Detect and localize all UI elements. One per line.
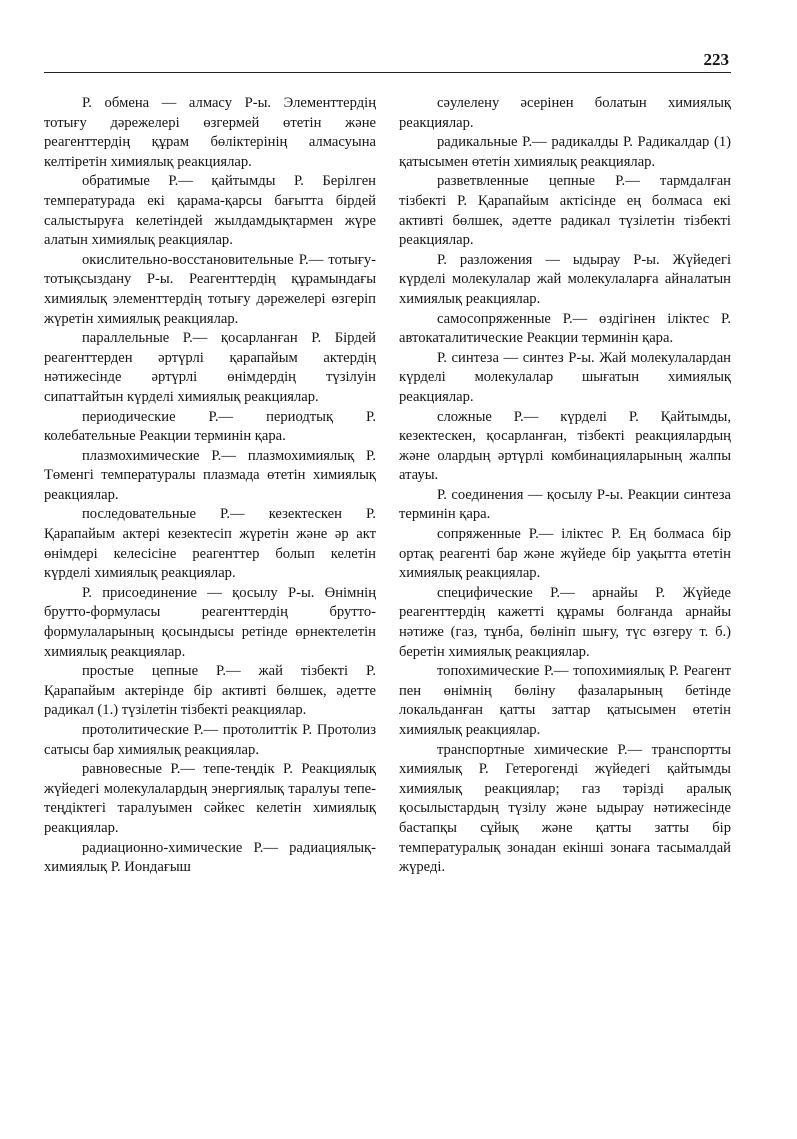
dictionary-entry: периодические Р.— периодтық Р. колебательные Реакции терминін қара. <box>44 408 376 445</box>
dictionary-entry: простые цепные Р.— жай тізбекті Р. Қарапайым актерінде бір активті бөлшек, әдетте радикал (1.) түзілетін тізбекті реакциялар. <box>44 663 376 719</box>
dictionary-entry: параллельные Р.— қосарланған Р. Бірдей реагенттерден әртүрлі қарапайым актердің нәтижесінде әртүрлі өнімдердің түзілуін сипаттайтын күрделі химиялық реакциялар. <box>44 330 376 405</box>
header-rule <box>44 72 731 73</box>
dictionary-entry: обратимые Р.— қайтымды Р. Берілген температурада екі қарама-қарсы бағытта бірдей салыстыруға келетіндей жылдамдықтармен жүре алатын химиялық реакциялар. <box>44 173 376 249</box>
text-columns <box>44 94 733 1094</box>
dictionary-entry: равновесные Р.— тепе-теңдік Р. Реакциялық жүйедегі молекулалардың энергиялық таралуы тепе-теңдіктегі таралуымен сәйкес келетін химиялық реакциялар. <box>44 761 376 836</box>
page-number: 223 <box>703 50 729 69</box>
dictionary-entry: Р. соединения — қосылу Р-ы. Реакции синтеза терминін қара. <box>399 486 731 523</box>
dictionary-entry: Р. разложения — ыдырау Р-ы. Жүйедегі күрделі молекулалар жай молекулаларға айналатын химиялық реакциялар. <box>399 251 731 307</box>
dictionary-entry: окислительно-восстановительные Р.— тотығу-тотықсыздану Р-ы. Реагенттердің құрамындағы химиялық элементтердің тотығу дәрежелері өзгеріп жүретін химиялық реакциялар. <box>44 251 376 327</box>
dictionary-entry: сопряженные Р.— іліктес Р. Ең болмаса бір ортақ реагенті бар және жүйеде бір уақытта өтетін химиялық реакциялар. <box>399 526 731 582</box>
left-column <box>44 94 376 878</box>
dictionary-entry: Р. присоединение — қосылу Р-ы. Өнімнің брутто-формуласы реагенттердің брутто-формулаларының қосындысы ретінде өрнектелетін химиялық реакциялар. <box>44 584 376 660</box>
dictionary-entry: сәулелену әсерінен болатын химиялық реакциялар. <box>399 95 731 131</box>
dictionary-entry: последовательные Р.— кезектескен Р. Қарапайым актері кезектесіп жүретін және әр акт өнімдері келесісіне реагенттер болып келетін күрделі химиялық реакциялар. <box>44 506 376 582</box>
dictionary-entry: радиационно-химические Р.— радиациялық-химиялық Р. Иондағыш <box>44 839 376 876</box>
dictionary-entry: протолитические Р.— протолиттік Р. Протолиз сатысы бар химиялық реакциялар. <box>44 722 376 758</box>
dictionary-entry: радикальные Р.— радикалды Р. Радикалдар (1) қатысымен өтетін химиялық реакциялар. <box>399 134 731 170</box>
dictionary-entry: плазмохимические Р.— плазмохимиялық Р. Төменгі температуралы плазмада өтетін химиялық реакциялар. <box>44 447 376 503</box>
right-column <box>399 94 731 878</box>
dictionary-entry: Р. обмена — алмасу Р-ы. Элементтердің тотығу дәрежелері өзгермей өтетін және реагенттердің құрам бөліктерінің алмасуына келтіретін химиялық реакциялар. <box>44 95 376 170</box>
dictionary-entry: сложные Р.— күрделі Р. Қайтымды, кезектескен, қосарланған, тізбекті реакциялардың және олардың әртүрлі комбинацияларының жалпы атауы. <box>399 408 731 484</box>
dictionary-entry: транспортные химические Р.— транспортты химиялық Р. Гетерогенді жүйедегі қайтымды химиялық реакциялар; газ тәрізді аралық қосылыстардың түзілу және ыдырау нәтижесінде бастапқы сұйық және қатты затты бір температуралық зонадан екінші зонаға тасымалдай жүреді. <box>399 741 731 876</box>
dictionary-entry: самосопряженные Р.— өздігінен іліктес Р. автокаталитические Реакции терминін қара. <box>399 310 731 347</box>
dictionary-entry: специфические Р.— арнайы Р. Жүйеде реагенттердің кажетті құрамы болғанда арнайы нәтиже (газ, тұнба, бөлініп шығу, түс өзгеру т. б.) беретін химиялық реакциялар. <box>399 584 731 660</box>
dictionary-entry: разветвленные цепные Р.— тармдалған тізбекті Р. Қарапайым актісінде ең болмаса екі активті бөлшек, әдетте радикал түзілетін тізбекті реакциялар. <box>399 173 731 249</box>
dictionary-entry: топохимические Р.— топохимиялық Р. Реагент пен өнімнің бөліну фазаларының бетінде локальданған қатты заттар қатысымен өтетін химиялық реакциялар. <box>399 663 731 738</box>
dictionary-entry: Р. синтеза — синтез Р-ы. Жай молекулалардан күрделі молекулалар шығатын химиялық реакциялар. <box>399 349 731 405</box>
